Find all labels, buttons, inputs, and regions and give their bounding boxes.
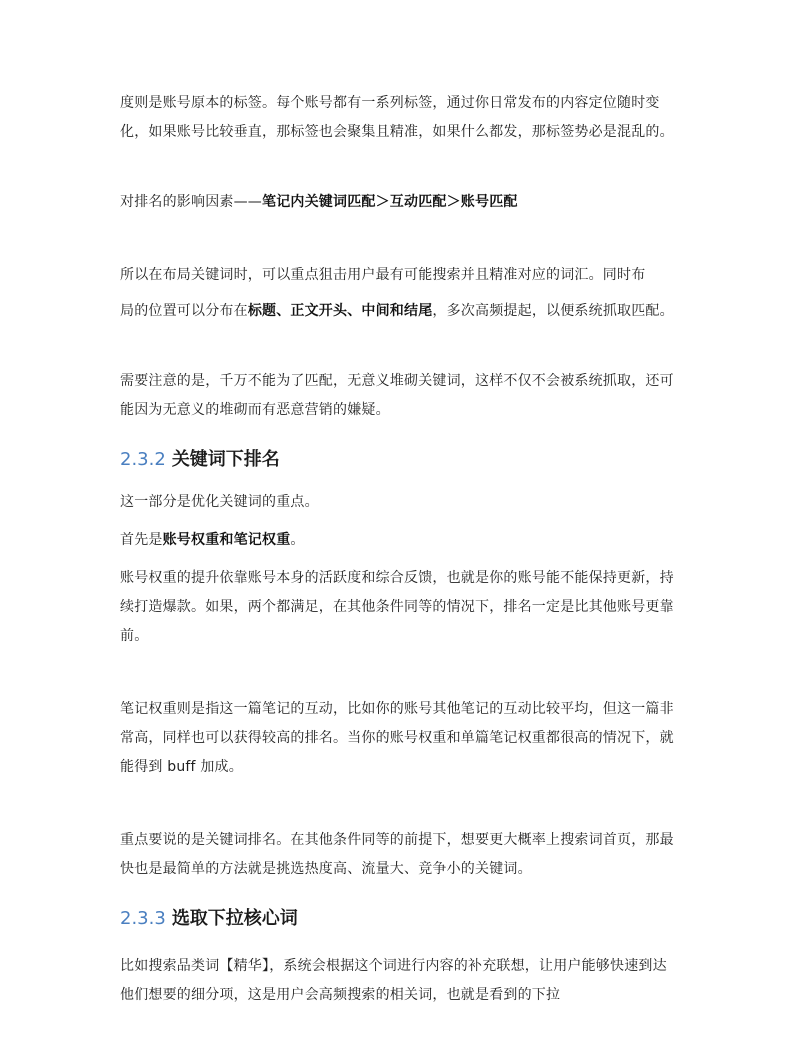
paragraph-dropdown-keywords: 比如搜索品类词【精华】，系统会根据这个词进行内容的补充联想，让用户能够快速到达他们想要的细分项，这是用户会高频搜索的相关词，也就是看到的下拉 [120, 958, 667, 1003]
ranking-factors-prefix: 对排名的影响因素—— [120, 194, 262, 210]
weights-bold: 账号权重和笔记权重 [162, 532, 291, 548]
paragraph-keyword-layout-line1: 所以在布局关键词时，可以重点狙击用户最有可能搜索并且精准对应的词汇。同时布 [120, 267, 646, 283]
paragraph-keyword-ranking: 重点要说的是关键词排名。在其他条件同等的前提下，想要更大概率上搜索词首页，那最快也是最简单的方法就是挑选热度高、流量大、竞争小的关键词。 [120, 832, 674, 877]
paragraph-tags: 度则是账号原本的标签。每个账号都有一系列标签，通过你日常发布的内容定位随时变化，如果账号比较垂直，那标签也会聚集且精准，如果什么都发，那标签势必是混乱的。 [120, 95, 674, 140]
paragraph-keyword-positions [120, 297, 680, 326]
section-heading-2-3-2 [120, 445, 680, 475]
section-number: 2.3.3 [120, 908, 166, 929]
section-heading-2-3-3 [120, 904, 680, 934]
weights-prefix: 首先是 [120, 532, 163, 548]
ranking-factors-bold: 笔记内关键词匹配＞互动匹配＞账号匹配 [262, 194, 518, 210]
section-title: 关键词下排名 [171, 449, 280, 470]
keyword-positions-suffix: ，多次高频提起，以便系统抓取匹配。 [432, 303, 674, 319]
paragraph-account-weight: 账号权重的提升依靠账号本身的活跃度和综合反馈，也就是你的账号能不能保持更新，持续打造爆款。如果，两个都满足，在其他条件同等的情况下，排名一定是比其他账号更靠前。 [120, 570, 674, 644]
paragraph-weights [120, 526, 680, 555]
keyword-positions-prefix: 局的位置可以分布在 [120, 303, 248, 319]
paragraph-ranking-factors [120, 188, 680, 217]
paragraph-optimization-focus: 这一部分是优化关键词的重点。 [120, 494, 319, 510]
paragraph-warning: 需要注意的是，千万不能为了匹配，无意义堆砌关键词，这样不仅不会被系统抓取，还可能因为无意义的堆砌而有恶意营销的嫌疑。 [120, 373, 674, 418]
paragraph-note-weight: 笔记权重则是指这一篇笔记的互动，比如你的账号其他笔记的互动比较平均，但这一篇非常高，同样也可以获得较高的排名。当你的账号权重和单篇笔记权重都很高的情况下，就能得到 buff 加成。 [120, 701, 674, 775]
keyword-positions-bold: 标题、正文开头、中间和结尾 [247, 303, 433, 319]
section-number: 2.3.2 [120, 449, 166, 470]
weights-suffix: 。 [290, 532, 305, 548]
section-title: 选取下拉核心词 [171, 908, 298, 929]
